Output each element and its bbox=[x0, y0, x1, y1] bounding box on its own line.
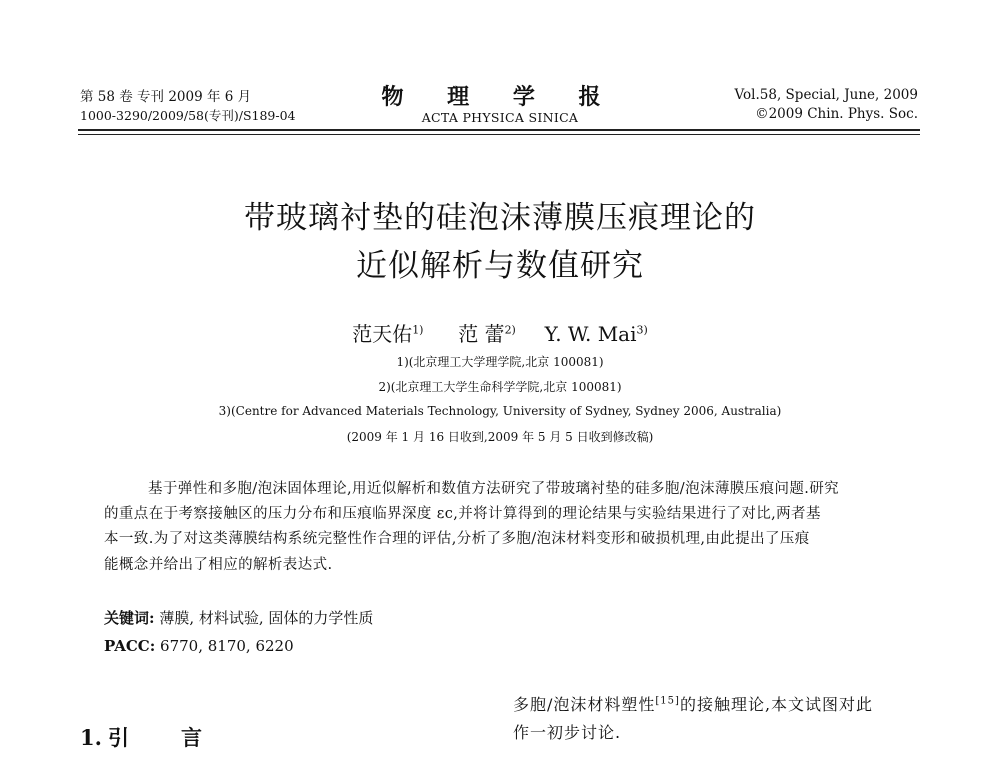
paper-title-line2: 近似解析与数值研究 bbox=[356, 248, 644, 284]
affiliation-3: 3)(Centre for Advanced Materials Technology, University of Sydney, Sydney 2006, Australia) bbox=[218, 404, 782, 418]
author-affiliation-mark: 2) bbox=[504, 323, 516, 337]
body-text-line: 作一初步讨论. bbox=[513, 723, 622, 742]
keywords-label: 关键词: bbox=[104, 609, 155, 627]
pacc-label: PACC: bbox=[104, 637, 156, 655]
author-name: 范 蕾 bbox=[458, 322, 505, 346]
author-name: 范天佑 bbox=[352, 322, 413, 346]
abstract-line: 的重点在于考察接触区的压力分布和压痕临界深度 εc,并将计算得到的理论结果与实验结果进行了对比,两者基 bbox=[104, 506, 821, 522]
affiliation-1: 1)(北京理工大学理学院,北京 100081) bbox=[396, 355, 604, 369]
header-rule-thin bbox=[78, 134, 920, 135]
section-title-part: 引 bbox=[107, 725, 129, 750]
body-text-line bbox=[513, 692, 873, 715]
section-number: 1. bbox=[80, 725, 102, 750]
abstract-line: 基于弹性和多胞/泡沫固体理论,用近似解析和数值方法研究了带玻璃衬垫的硅多胞/泡沫薄膜压痕问题.研究 bbox=[148, 481, 840, 497]
article-code: 1000-3290/2009/58(专刊)/S189-04 bbox=[80, 108, 296, 123]
section-heading bbox=[80, 722, 202, 752]
author-list bbox=[0, 318, 1000, 347]
journal-title-cn: 物 理 学 报 bbox=[381, 84, 619, 110]
citation-ref: [15] bbox=[655, 695, 680, 707]
received-date: (2009 年 1 月 16 日收到,2009 年 5 月 5 日收到修改稿) bbox=[346, 430, 654, 444]
author-affiliation-mark: 1) bbox=[412, 323, 424, 337]
volume-issue-info: 第 58 卷 专刊 2009 年 6 月 bbox=[80, 89, 252, 105]
volume-info-en: Vol.58, Special, June, 2009 bbox=[734, 87, 918, 103]
body-text-segment: 的接触理论,本文试图对此 bbox=[679, 695, 874, 714]
pacc-text: 6770, 8170, 6220 bbox=[160, 637, 294, 655]
paper-title-line1: 带玻璃衬垫的硅泡沫薄膜压痕理论的 bbox=[244, 200, 756, 236]
copyright: ©2009 Chin. Phys. Soc. bbox=[755, 106, 918, 122]
abstract-line: 本一致.为了对这类薄膜结构系统完整性作合理的评估,分析了多胞/泡沫材料变形和破损机理,由此提出了压痕 bbox=[104, 531, 810, 547]
keywords bbox=[104, 607, 373, 628]
header-rule-thick bbox=[78, 129, 920, 131]
author-name: Y. W. Mai bbox=[544, 322, 637, 346]
journal-title-en: ACTA PHYSICA SINICA bbox=[421, 110, 579, 125]
abstract-line: 能概念并给出了相应的解析表达式. bbox=[104, 557, 333, 573]
pacc-codes bbox=[104, 637, 294, 655]
author-affiliation-mark: 3) bbox=[636, 323, 648, 337]
keywords-text: 薄膜, 材料试验, 固体的力学性质 bbox=[159, 609, 374, 627]
body-text-segment: 多胞/泡沫材料塑性 bbox=[513, 695, 656, 714]
affiliation-2: 2)(北京理工大学生命科学学院,北京 100081) bbox=[378, 380, 622, 394]
section-title-part: 言 bbox=[180, 725, 202, 750]
